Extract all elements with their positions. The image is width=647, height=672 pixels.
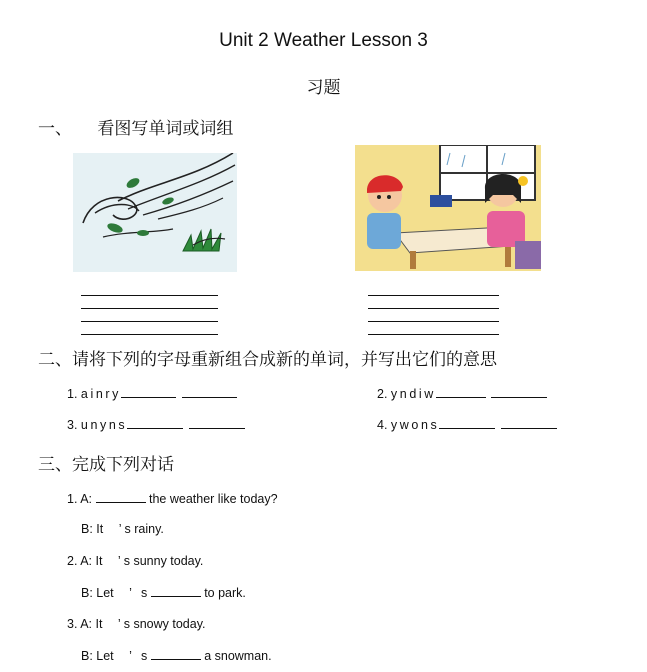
dialogue-line-1: 1. A: the weather like today? [67,492,278,506]
answer-line[interactable] [81,308,218,309]
section1-title: 看图写单词或词组 [97,119,234,139]
section1-heading [38,114,233,139]
scrambled-letters: ainry [80,387,122,401]
word-blank[interactable] [121,386,176,398]
dialogue-line-6: B: Let ’ s a snowman. [81,649,272,663]
dialogue-blank[interactable] [96,491,146,503]
unscramble-item-1: 1. ainry [67,386,237,401]
dialogue-line-5: 3. A: It ’ s snowy today. [67,617,206,631]
meaning-blank[interactable] [182,386,237,398]
answer-line[interactable] [368,321,499,322]
scrambled-letters: yndiw [390,387,436,401]
answer-line[interactable] [368,295,499,296]
word-blank[interactable] [127,417,183,429]
page-subtitle: 习题 [306,78,341,98]
dialogue-line-2: B: It ’ s rainy. [81,522,164,536]
scrambled-letters: ywons [390,418,440,432]
answer-line[interactable] [81,334,218,335]
meaning-blank[interactable] [189,417,245,429]
windy-picture [73,153,237,272]
word-blank[interactable] [436,386,486,398]
answer-line[interactable] [368,308,499,309]
rainy-day-game-picture [355,145,541,271]
answer-line[interactable] [81,295,218,296]
word-blank[interactable] [439,417,495,429]
section3-heading: 三、完成下列对话 [38,455,174,475]
meaning-blank[interactable] [491,386,547,398]
meaning-blank[interactable] [501,417,557,429]
dialogue-blank[interactable] [151,648,201,660]
section1-number: 一、 [38,119,72,139]
answer-line[interactable] [368,334,499,335]
dialogue-blank[interactable] [151,585,201,597]
scrambled-letters: unyns [80,418,128,432]
unscramble-item-3: 3. unyns [67,417,245,432]
dialogue-line-4: B: Let ’ s to park. [81,586,246,600]
page-title: Unit 2 Weather Lesson 3 [219,30,428,51]
unscramble-item-4: 4. ywons [377,417,557,432]
dialogue-line-3: 2. A: It ’ s sunny today. [67,554,204,568]
unscramble-item-2: 2. yndiw [377,386,547,401]
answer-line[interactable] [81,321,218,322]
section2-heading: 二、请将下列的字母重新组合成新的单词，并写出它们的意思 [38,350,497,370]
